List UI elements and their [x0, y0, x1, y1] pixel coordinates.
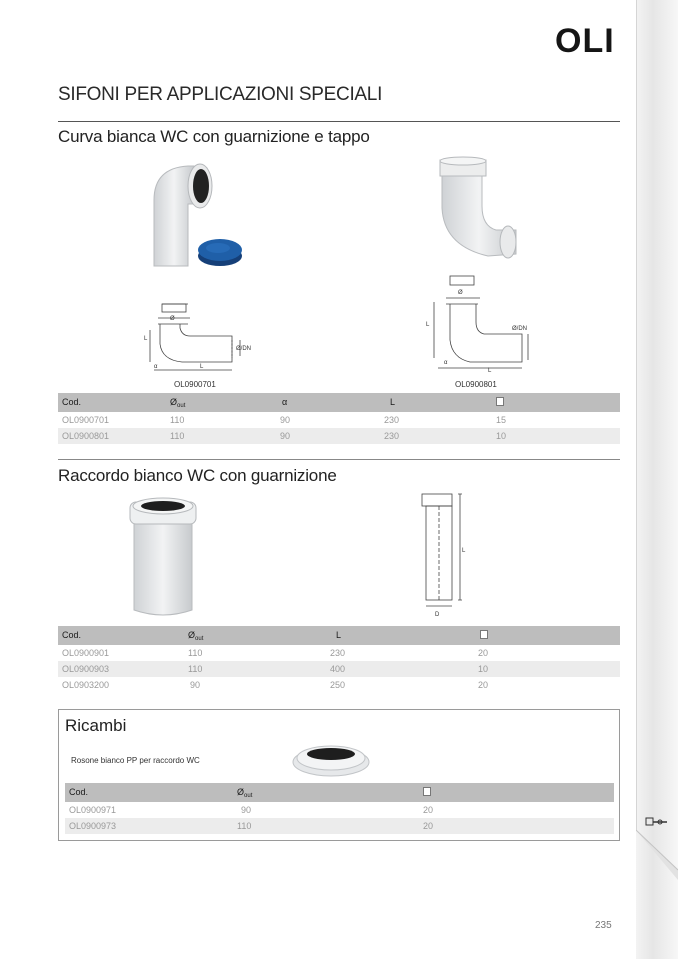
dim-dn-2: Ø/DN	[512, 326, 527, 332]
page-title: SIFONI PER APPLICAZIONI SPECIALI	[58, 84, 383, 105]
table-curva	[58, 393, 620, 444]
curva-technical-drawing-1	[140, 300, 260, 378]
table-row: OL0900973 110 20	[65, 818, 614, 834]
col-cod: Cod.	[62, 630, 82, 640]
section-title-raccordo: Raccordo bianco WC con guarnizione	[58, 466, 337, 485]
col-diameter: $Ø_{out}$	[170, 397, 186, 409]
table-ricambi	[65, 783, 614, 834]
dim-l1: L	[144, 336, 148, 342]
table-header	[58, 393, 620, 412]
dim-l1-2: L	[426, 322, 430, 328]
dim-raccordo-d: D	[435, 612, 440, 618]
table-row: OL0900701 110 90 230 15	[62, 415, 507, 425]
dim-alpha-2: α	[444, 360, 448, 366]
ricambi-title: Ricambi	[65, 716, 127, 735]
table-header	[65, 783, 614, 802]
col-cod: Cod.	[62, 397, 82, 407]
box-icon	[423, 783, 431, 802]
table-row: OL0900971 90 20	[69, 805, 434, 815]
ricambi-description: Rosone bianco PP per raccordo WC	[71, 756, 200, 765]
table-row: OL0900903 110 400 10	[58, 661, 620, 677]
dim-d1: Ø	[170, 316, 175, 322]
col-length: L	[390, 397, 396, 407]
ricambi-box	[58, 709, 620, 841]
section-divider	[58, 459, 620, 460]
col-cod: Cod.	[69, 787, 89, 797]
dim-l-2: L	[488, 368, 492, 374]
brand-logo: OLI	[555, 22, 615, 60]
curva-technical-drawing-2	[424, 274, 534, 378]
page-curl	[636, 830, 678, 880]
page-number: 235	[595, 920, 612, 931]
raccordo-photo	[128, 496, 198, 618]
dim-d1-2: Ø	[458, 290, 463, 296]
table-row: OL0900901 110 230 20	[62, 648, 489, 658]
dim-l: L	[200, 364, 204, 370]
table-row: OL0900801 110 90 230 10	[58, 428, 620, 444]
table-raccordo	[58, 626, 620, 693]
col-length: L	[336, 630, 342, 640]
curva-photo-elbow-vertical	[432, 156, 522, 271]
box-icon	[496, 393, 504, 412]
dim-raccordo-l: L	[462, 548, 466, 554]
section-title-curva: Curva bianca WC con guarnizione e tappo	[58, 127, 370, 146]
col-alpha: α	[282, 397, 288, 407]
box-icon	[480, 626, 488, 645]
page-edge-line	[636, 0, 637, 830]
table-row: OL0903200 90 250 20	[62, 680, 489, 690]
title-divider	[58, 121, 620, 122]
caption-ol0900801: OL0900801	[455, 380, 497, 389]
dim-dn: Ø/DN	[236, 346, 251, 352]
col-diameter: $Ø_{out}$	[188, 630, 204, 642]
col-diameter: $Ø_{out}$	[237, 787, 253, 799]
caption-ol0900701: OL0900701	[174, 380, 216, 389]
plumbing-icon	[645, 816, 669, 830]
dim-alpha: α	[154, 364, 158, 370]
raccordo-technical-drawing	[398, 490, 476, 620]
table-header	[58, 626, 620, 645]
curva-photo-cap	[196, 236, 246, 268]
rosone-photo	[291, 738, 371, 780]
